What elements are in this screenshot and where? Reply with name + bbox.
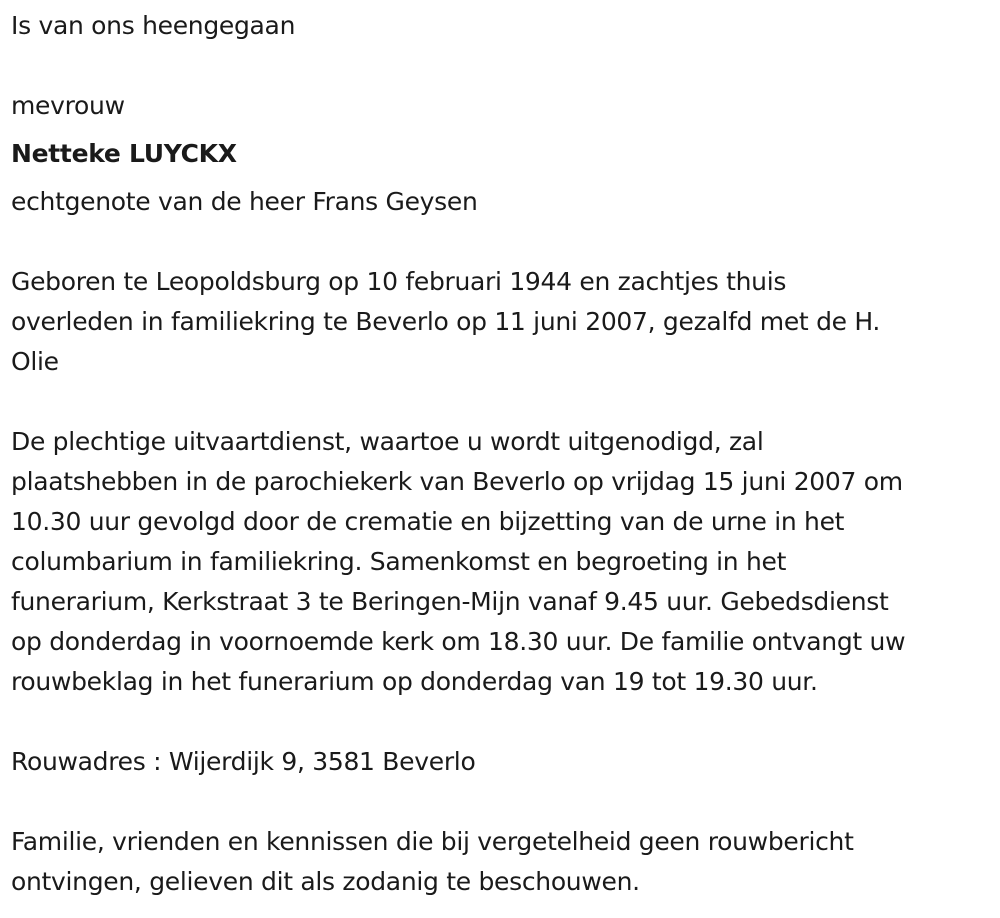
paragraph-line: Geboren te Leopoldsburg op 10 februari 1944 en zachtjes thuis bbox=[11, 267, 787, 296]
intro-line: Is van ons heengegaan bbox=[11, 11, 296, 40]
paragraph-line: rouwbeklag in het funerarium op donderdag van 19 tot 19.30 uur. bbox=[11, 667, 818, 696]
deceased-name-line: Netteke LUYCKX bbox=[11, 139, 237, 168]
paragraph-line: Familie, vrienden en kennissen die bij vergetelheid geen rouwbericht bbox=[11, 827, 854, 856]
deceased-name bbox=[11, 134, 996, 174]
paragraph-line: columbarium in familiekring. Samenkomst en begroeting in het bbox=[11, 547, 787, 576]
mourning-address bbox=[11, 742, 996, 782]
funeral-service-paragraph bbox=[11, 422, 996, 702]
title-prefix bbox=[11, 86, 996, 126]
paragraph-line: Olie bbox=[11, 347, 59, 376]
paragraph-line: De plechtige uitvaartdienst, waartoe u wordt uitgenodigd, zal bbox=[11, 427, 764, 456]
birth-death-paragraph bbox=[11, 262, 996, 382]
spouse-line: echtgenote van de heer Frans Geysen bbox=[11, 187, 478, 216]
paragraph-line: op donderdag in voornoemde kerk om 18.30 uur. De familie ontvangt uw bbox=[11, 627, 906, 656]
paragraph-line: 10.30 uur gevolgd door de crematie en bijzetting van de urne in het bbox=[11, 507, 845, 536]
mourning-address-line: Rouwadres : Wijerdijk 9, 3581 Beverlo bbox=[11, 747, 476, 776]
title-prefix-line: mevrouw bbox=[11, 91, 125, 120]
paragraph-line: funerarium, Kerkstraat 3 te Beringen-Mijn vanaf 9.45 uur. Gebedsdienst bbox=[11, 587, 889, 616]
death-notice bbox=[11, 6, 996, 902]
paragraph-line: overleden in familiekring te Beverlo op 11 juni 2007, gezalfd met de H. bbox=[11, 307, 881, 336]
paragraph-line: plaatshebben in de parochiekerk van Beverlo op vrijdag 15 juni 2007 om bbox=[11, 467, 903, 496]
spouse-text bbox=[11, 182, 996, 222]
closing-paragraph bbox=[11, 822, 996, 902]
paragraph-line: ontvingen, gelieven dit als zodanig te beschouwen. bbox=[11, 867, 640, 896]
intro-text bbox=[11, 6, 996, 46]
